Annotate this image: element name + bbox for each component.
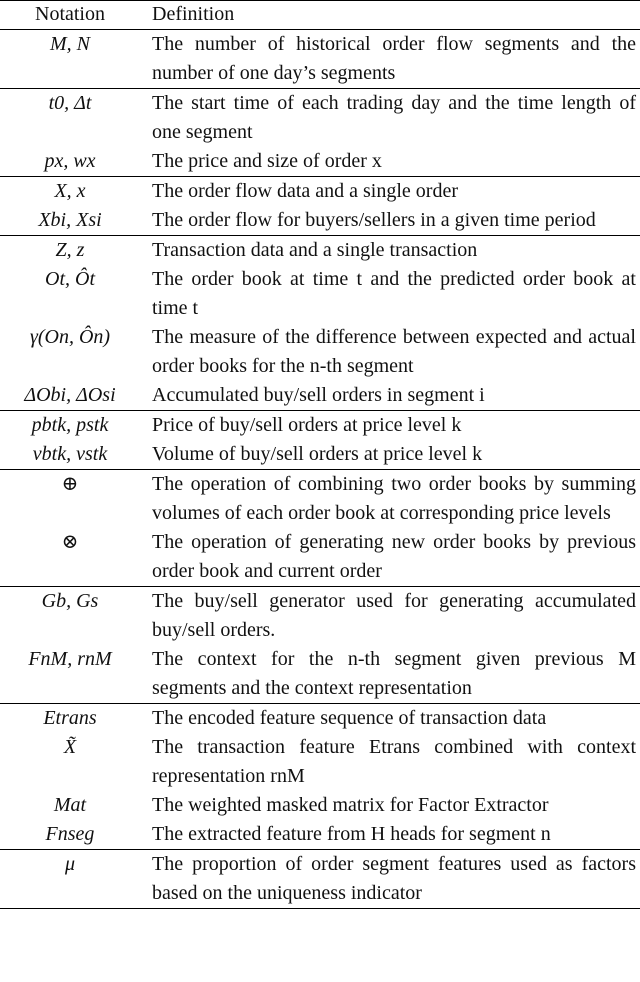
notation-cell: vbtk, vstk — [0, 440, 140, 470]
table-row — [0, 89, 640, 148]
definition-cell: The order flow for buyers/sellers in a given time period — [140, 206, 640, 236]
notation-cell: Z, z — [55, 239, 85, 261]
notation-cell: μ — [0, 850, 140, 909]
notation-cell: X̃ — [63, 736, 77, 758]
definition-cell: Transaction data and a single transaction — [152, 239, 478, 261]
notation-cell: Etrans — [43, 707, 97, 729]
table-row — [0, 704, 640, 734]
table-row — [0, 265, 640, 323]
definition-cell: The buy/sell generator used for generating accumulated buy/sell orders. — [152, 590, 636, 641]
table-row — [0, 820, 640, 850]
definition-cell: The order flow data and a single order — [152, 180, 458, 202]
definition-cell: The encoded feature sequence of transaction data — [152, 707, 547, 729]
notation-cell: ⊕ — [61, 473, 79, 495]
notation-cell: Mat — [53, 794, 87, 816]
definition-cell: The context for the n-th segment given previous M segments and the context representation — [140, 645, 640, 704]
notation-cell: px, wx — [0, 147, 140, 177]
definition-cell: The proportion of order segment features used as factors based on the uniqueness indicator — [140, 850, 640, 909]
table-row — [0, 587, 640, 646]
notation-cell: γ(On, Ôn) — [29, 326, 111, 348]
notation-cell: Ot, Ôt — [45, 268, 95, 290]
definition-cell: The start time of each trading day and the time length of one segment — [152, 92, 636, 143]
definition-cell: Accumulated buy/sell orders in segment i — [140, 381, 640, 411]
definition-cell: The order book at time t and the predicted order book at time t — [152, 268, 636, 319]
table-row — [0, 733, 640, 791]
table-row — [0, 30, 640, 89]
table-row — [0, 323, 640, 381]
notation-cell: ΔObi, ΔOsi — [0, 381, 140, 411]
table-row — [0, 236, 640, 266]
definition-cell: The measure of the difference between expected and actual order books for the n-th segment — [152, 326, 636, 377]
table-row — [0, 645, 640, 704]
table-row — [0, 470, 640, 529]
notation-cell: pbtk, pstk — [31, 414, 109, 436]
notation-cell: Xbi, Xsi — [0, 206, 140, 236]
table-row — [0, 440, 640, 470]
definition-cell: The weighted masked matrix for Factor Extractor — [152, 794, 549, 816]
definition-column-header: Definition — [140, 1, 640, 30]
notation-cell: ⊗ — [0, 528, 140, 587]
table-row — [0, 411, 640, 441]
definition-cell: The price and size of order x — [140, 147, 640, 177]
notation-cell: M, N — [0, 30, 140, 89]
notation-cell: FnM, rnM — [0, 645, 140, 704]
table-row — [0, 791, 640, 820]
definition-cell: The operation of generating new order books by previous order book and current order — [140, 528, 640, 587]
header-row — [0, 1, 640, 30]
table-row — [0, 850, 640, 909]
definition-cell: The transaction feature Etrans combined with context representation rnM — [152, 736, 636, 787]
notation-cell: X, x — [54, 180, 86, 202]
table-row — [0, 528, 640, 587]
notation-column-header: Notation — [0, 1, 140, 30]
table-row — [0, 206, 640, 236]
table-row — [0, 147, 640, 177]
definition-cell: Volume of buy/sell orders at price level k — [140, 440, 640, 470]
notation-cell: Gb, Gs — [41, 590, 99, 612]
definition-cell: Price of buy/sell orders at price level k — [152, 414, 462, 436]
table-row — [0, 177, 640, 207]
notation-cell: Fnseg — [0, 820, 140, 850]
definition-cell: The operation of combining two order books by summing volumes of each order book at corresponding price levels — [152, 473, 636, 524]
definition-cell: The number of historical order flow segments and the number of one day’s segments — [140, 30, 640, 89]
table-row — [0, 381, 640, 411]
definition-cell: The extracted feature from H heads for segment n — [140, 820, 640, 850]
notation-cell: t0, Δt — [48, 92, 92, 114]
